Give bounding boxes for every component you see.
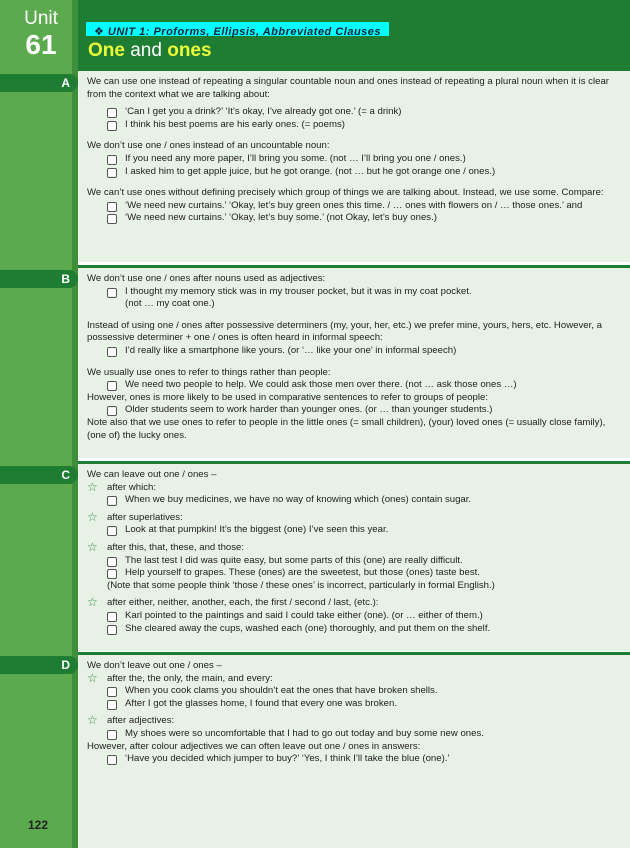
example-line: I’d really like a smartphone like yours. (or ‘… like your one’ in informal speech) bbox=[87, 345, 622, 358]
example-line: Help yourself to grapes. These (ones) are the sweetest, but those (ones) taste best. bbox=[87, 567, 622, 580]
section-label: C bbox=[61, 468, 70, 482]
section-d bbox=[78, 652, 630, 848]
example-line: ‘Have you decided which jumper to buy?’ ‘Yes, I think I’ll take the blue (one).’ bbox=[87, 753, 622, 766]
section-b bbox=[78, 265, 630, 458]
example-line: Older students seem to work harder than younger ones. (or … than younger students.) bbox=[87, 404, 622, 417]
banner-text: ❖ UNIT 1: Proforms, Ellipsis, Abbreviated Clauses bbox=[94, 26, 382, 38]
text-line: Instead of using one / ones after possessive determiners (my, your, her, etc.) we prefer mine, yours, hers, etc. However, a possessive determiner + one / ones is often heard in informal speech: bbox=[87, 319, 602, 344]
rule-line: ☆ after this, that, these, and those: bbox=[87, 542, 622, 555]
text-line: We can use one instead of repeating a singular countable noun and ones instead of repeating a plural noun when it is clear from the context what we are talking about: bbox=[87, 76, 609, 100]
example-line: I think his best poems are his early ones. (= poems) bbox=[87, 119, 622, 132]
rule-line: ☆ after which: bbox=[87, 482, 622, 495]
note-line: (Note that some people think ‘those / these ones’ is incorrect, particularly in formal English.) bbox=[107, 579, 495, 591]
example-line: (not … my coat one.) bbox=[125, 298, 215, 310]
page-number: 122 bbox=[28, 818, 49, 832]
example-line: When we buy medicines, we have no way of knowing which (ones) contain sugar. bbox=[87, 494, 622, 507]
example-line: The last test I did was quite easy, but some parts of this (one) are really difficult. bbox=[87, 555, 622, 568]
text-line: We usually use ones to refer to things rather than people: bbox=[87, 366, 331, 378]
unit-banner bbox=[86, 22, 389, 36]
rule-line: ☆ after adjectives: bbox=[87, 715, 622, 728]
example-line: Look at that pumpkin! It’s the biggest (one) I’ve seen this year. bbox=[87, 524, 622, 537]
unit-badge bbox=[12, 8, 70, 68]
section-tab-c bbox=[0, 466, 78, 484]
example-line: My shoes were so uncomfortable that I had to go out today and buy some new ones. bbox=[87, 728, 622, 741]
page-title bbox=[88, 40, 212, 62]
unit-number: 61 bbox=[25, 29, 57, 60]
page-header bbox=[78, 0, 630, 68]
example-line: When you cook clams you shouldn’t eat the ones that have broken shells. bbox=[87, 685, 622, 698]
section-label: A bbox=[61, 76, 70, 90]
example-line: After I got the glasses home, I found that every one was broken. bbox=[87, 698, 622, 711]
title-and: and bbox=[124, 40, 168, 61]
left-sidebar bbox=[0, 0, 78, 848]
section-a bbox=[78, 68, 630, 262]
rule-line: ☆ after either, neither, another, each, the first / second / last, (etc.): bbox=[87, 597, 622, 610]
section-label: B bbox=[61, 272, 70, 286]
text-line: However, ones is more likely to be used in comparative sentences to refer to groups of people: bbox=[87, 391, 489, 403]
section-tab-b bbox=[0, 270, 78, 288]
section-c bbox=[78, 461, 630, 651]
example-line: We need two people to help. We could ask those men over there. (not … ask those ones …) bbox=[87, 379, 622, 392]
text-line: Note also that we use ones to refer to people in the little ones (= small children), (your) loved ones (= usually close family), (one of) the lucky ones. bbox=[87, 416, 606, 441]
rule-line: ☆ after superlatives: bbox=[87, 512, 622, 525]
text-line: We can’t use ones without defining precisely which group of things we are talking about. Instead, we use some. Compare: bbox=[87, 187, 604, 199]
text-line: We don’t leave out one / ones – bbox=[87, 660, 222, 671]
text-line: We don’t use one / ones instead of an uncountable noun: bbox=[87, 140, 330, 152]
text-line: We can leave out one / ones – bbox=[87, 469, 217, 480]
text-line: We don’t use one / ones after nouns used as adjectives: bbox=[87, 273, 326, 284]
section-tab-d bbox=[0, 656, 78, 674]
unit-word: Unit bbox=[24, 8, 58, 29]
title-ones: ones bbox=[167, 40, 212, 61]
section-tab-a bbox=[0, 74, 78, 92]
text-line: However, after colour adjectives we can often leave out one / ones in answers: bbox=[87, 740, 421, 752]
example-line: ‘We need new curtains.’ ‘Okay, let’s buy some.’ (not Okay, let’s buy ones.) bbox=[87, 212, 622, 225]
example-line: She cleared away the cups, washed each (one) thoroughly, and put them on the shelf. bbox=[87, 623, 622, 636]
example-line: ‘Can I get you a drink?’ ‘It’s okay, I’ve already got one.’ (= a drink) bbox=[87, 106, 622, 119]
rule-line: ☆ after the, the only, the main, and every: bbox=[87, 673, 622, 686]
section-label: D bbox=[61, 658, 70, 672]
title-one: One bbox=[88, 40, 125, 61]
example-line: I thought my memory stick was in my trouser pocket, but it was in my coat pocket. bbox=[87, 286, 622, 299]
example-line: If you need any more paper, I’ll bring you some. (not … I’ll bring you one / ones.) bbox=[87, 153, 622, 166]
example-line: Karl pointed to the paintings and said I could take either (one). (or … either of them.) bbox=[87, 610, 622, 623]
example-line: ‘We need new curtains.’ ‘Okay, let’s buy green ones this time. / … ones with flowers on / … those ones.’ and bbox=[87, 200, 622, 213]
example-line: I asked him to get apple juice, but he got orange. (not … but he got orange one / ones.) bbox=[87, 166, 622, 179]
